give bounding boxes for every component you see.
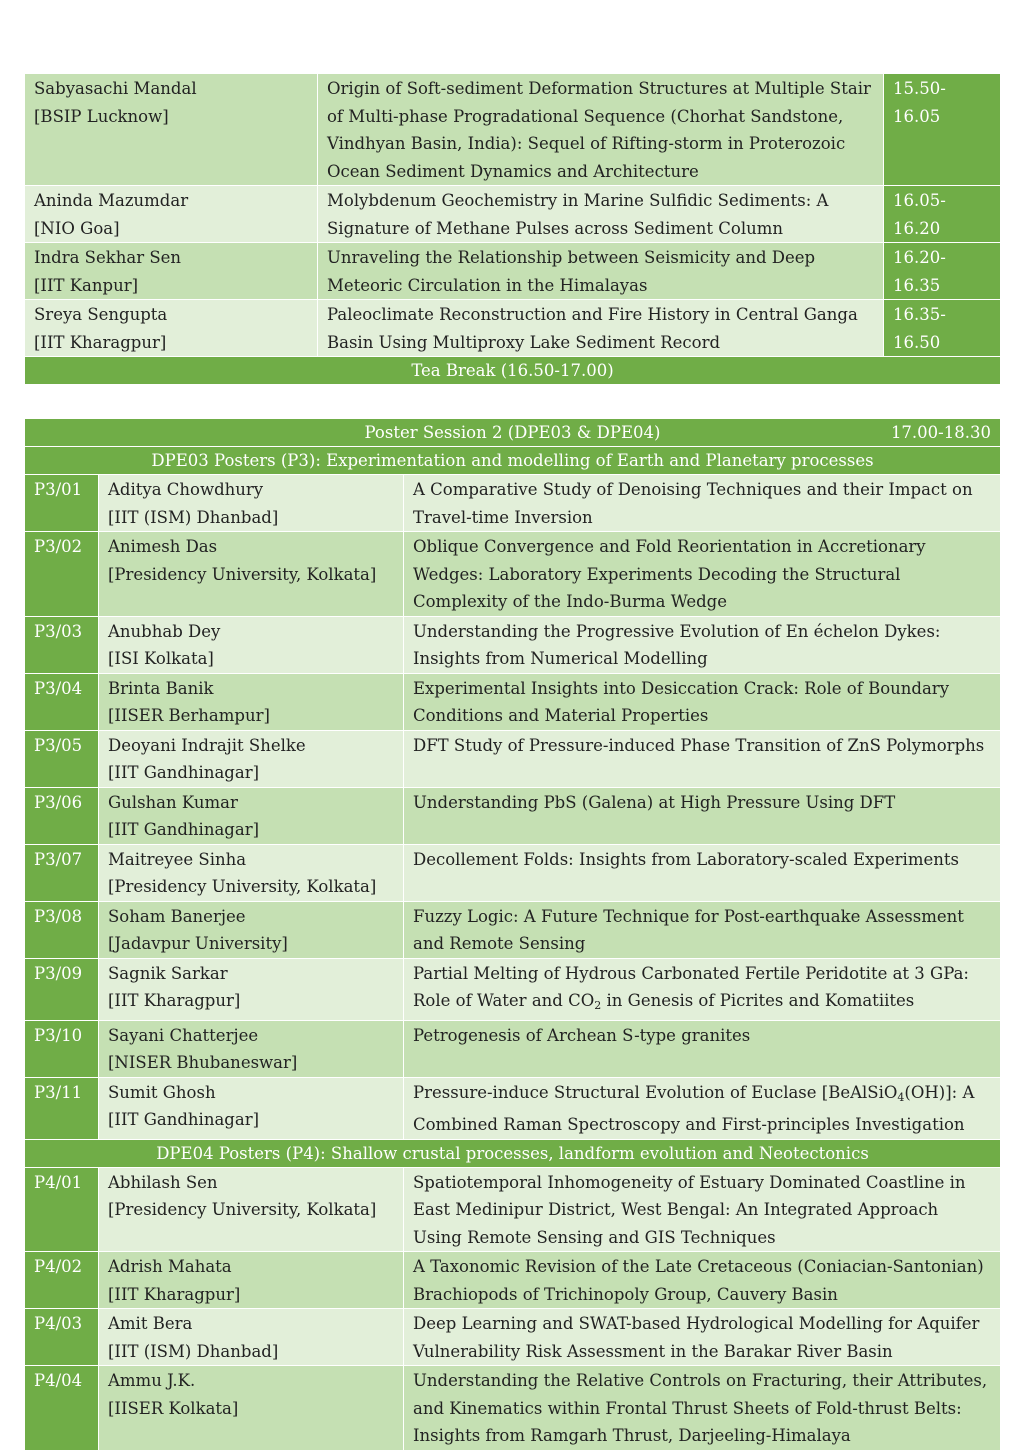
presenter-affiliation: [Presidency University, Kolkata] [108, 1200, 377, 1219]
poster-title-text: Petrogenesis of Archean S-type granites [413, 1025, 751, 1045]
tea-break: Tea Break (16.50-17.00) [25, 357, 1001, 385]
presenter-cell [99, 787, 404, 844]
poster-id: P4/01 [25, 1167, 99, 1252]
poster-id: P3/03 [25, 616, 99, 673]
presenter-affiliation: [IIT (ISM) Dhanbad] [108, 507, 279, 527]
presenter-name: Soham Banerjee [108, 906, 246, 926]
talk-title: Molybdenum Geochemistry in Marine Sulfidic Sediments: A Signature of Methane Pulses across Sediment Column [318, 186, 884, 243]
presenter-cell [99, 532, 404, 617]
poster-row [25, 1309, 1001, 1366]
presenter-cell [99, 475, 404, 532]
poster-title [404, 844, 1001, 901]
presenter-affiliation: [ISI Kolkata] [108, 649, 214, 668]
poster-session-table [24, 418, 1001, 1451]
presenter-affiliation: [IIT Gandhinagar] [108, 763, 260, 782]
talk-row [25, 243, 1001, 300]
poster-title-part: in Genesis of Picrites and Komatiites [601, 991, 915, 1010]
poster-title [404, 958, 1001, 1020]
presenter-affiliation: [IIT Kharagpur] [108, 991, 241, 1010]
presenter-cell [99, 730, 404, 787]
poster-title-text: Decollement Folds: Insights from Laboratory-scaled Experiments [413, 849, 959, 869]
poster-title [404, 730, 1001, 787]
poster-row [25, 1366, 1001, 1451]
poster-title [404, 1167, 1001, 1252]
presenter-name: Sayani Chatterjee [108, 1025, 259, 1045]
poster-row [25, 1077, 1001, 1139]
poster-title [404, 901, 1001, 958]
presenter-cell [99, 673, 404, 730]
poster-title [404, 1020, 1001, 1077]
speaker-cell [25, 243, 318, 300]
speaker-name: Aninda Mazumdar [34, 191, 189, 210]
presenter-name: Deoyani Indrajit Shelke [108, 735, 306, 755]
poster-title-text: Understanding the Progressive Evolution of En échelon Dykes: Insights from Numerical Modelling [413, 621, 941, 668]
session-title: Poster Session 2 (DPE03 & DPE04) [364, 423, 661, 442]
presenter-affiliation: [IISER Kolkata] [108, 1398, 239, 1418]
poster-row [25, 1167, 1001, 1252]
presenter-name: Anubhab Dey [108, 621, 221, 641]
poster-id: P3/10 [25, 1020, 99, 1077]
poster-title-text: Deep Learning and SWAT-based Hydrological Modelling for Aquifer Vulnerability Risk Assessment in the Barakar River Basin [413, 1314, 980, 1361]
poster-row [25, 532, 1001, 617]
presenter-cell [99, 1252, 404, 1309]
presenter-cell [99, 1167, 404, 1252]
poster-row [25, 673, 1001, 730]
session-header-row [25, 419, 1001, 447]
presenter-affiliation: [IIT Gandhinagar] [108, 820, 260, 839]
poster-title [404, 1309, 1001, 1366]
poster-id: P3/08 [25, 901, 99, 958]
presenter-cell [99, 844, 404, 901]
poster-title-text: Understanding the Relative Controls on Fracturing, their Attributes, and Kinematics within Frontal Thrust Sheets of Fold-thrust Belts: Insights from Ramgarh Thrust, Darjeeling-Himalaya [413, 1371, 988, 1445]
speaker-name: Indra Sekhar Sen [34, 248, 182, 267]
speaker-name: Sabyasachi Mandal [34, 79, 197, 98]
poster-id: P3/11 [25, 1077, 99, 1139]
poster-title [404, 673, 1001, 730]
poster-title-text: DFT Study of Pressure-induced Phase Transition of ZnS Polymorphs [413, 735, 985, 755]
poster-id: P4/02 [25, 1252, 99, 1309]
presenter-cell [99, 1366, 404, 1451]
presenter-affiliation: [NISER Bhubaneswar] [108, 1053, 298, 1072]
group-header-row [25, 1139, 1001, 1167]
talk-time: 16.35-16.50 [884, 300, 1001, 357]
poster-title [404, 1077, 1001, 1139]
poster-title-subscript: 2 [594, 999, 602, 1012]
presenter-cell [99, 616, 404, 673]
poster-title [404, 787, 1001, 844]
talk-row [25, 186, 1001, 243]
poster-id: P3/02 [25, 532, 99, 617]
dpe03-header: DPE03 Posters (P3): Experimentation and modelling of Earth and Planetary processes [25, 447, 1001, 475]
speaker-affiliation: [BSIP Lucknow] [34, 106, 169, 126]
presenter-affiliation: [Presidency University, Kolkata] [108, 564, 377, 584]
presenter-name: Maitreyee Sinha [108, 849, 247, 869]
presenter-name: Sagnik Sarkar [108, 963, 228, 983]
speaker-cell [25, 186, 318, 243]
presenter-name: Gulshan Kumar [108, 792, 238, 812]
talk-title: Paleoclimate Reconstruction and Fire History in Central Ganga Basin Using Multiproxy Lake Sediment Record [318, 300, 884, 357]
tea-break-row [25, 357, 1001, 385]
presenter-cell [99, 901, 404, 958]
poster-title-subscript: 4 [897, 1090, 905, 1104]
talk-time: 15.50-16.05 [884, 74, 1001, 186]
presenter-name: Abhilash Sen [108, 1172, 218, 1192]
poster-row [25, 787, 1001, 844]
poster-title-part: Pressure-induce Structural Evolution of Euclase [BeAlSiO [413, 1082, 898, 1102]
poster-id: P3/06 [25, 787, 99, 844]
presenter-affiliation: [IIT Kharagpur] [108, 1284, 241, 1304]
poster-title [404, 1366, 1001, 1451]
poster-row [25, 844, 1001, 901]
poster-id: P3/09 [25, 958, 99, 1020]
poster-title-text: Spatiotemporal Inhomogeneity of Estuary Dominated Coastline in East Medinipur District, West Bengal: An Integrated Approach Using Remote Sensing and GIS Techniques [413, 1172, 966, 1247]
poster-row [25, 901, 1001, 958]
poster-title-part: Partial Melting of Hydrous Carbonated Fertile Peridotite at 3 GPa: Role of Water and CO [413, 963, 969, 1010]
talk-title: Unraveling the Relationship between Seismicity and Deep Meteoric Circulation in the Himalayas [318, 243, 884, 300]
presenter-cell [99, 1020, 404, 1077]
talk-time: 16.05-16.20 [884, 186, 1001, 243]
poster-id: P4/03 [25, 1309, 99, 1366]
presenter-cell [99, 1077, 404, 1139]
presenter-name: Ammu J.K. [108, 1371, 196, 1390]
presenter-affiliation: [Presidency University, Kolkata] [108, 877, 377, 896]
presenter-name: Aditya Chowdhury [108, 480, 264, 499]
poster-title-text: Experimental Insights into Desiccation Crack: Role of Boundary Conditions and Material Properties [413, 678, 950, 725]
group-header-row [25, 447, 1001, 475]
talk-row [25, 300, 1001, 357]
poster-title-text: A Comparative Study of Denoising Techniques and their Impact on Travel-time Inversion [413, 480, 973, 527]
poster-title-text: Understanding PbS (Galena) at High Pressure Using DFT [413, 792, 896, 812]
presenter-affiliation: [Jadavpur University] [108, 934, 288, 953]
poster-id: P4/04 [25, 1366, 99, 1451]
presenter-name: Sumit Ghosh [108, 1082, 216, 1102]
presenter-cell [99, 958, 404, 1020]
talk-time: 16.20-16.35 [884, 243, 1001, 300]
poster-row [25, 730, 1001, 787]
poster-title-text: Oblique Convergence and Fold Reorientation in Accretionary Wedges: Laboratory Experiments Decoding the Structural Complexity of the Indo-Burma Wedge [413, 537, 926, 611]
poster-row [25, 616, 1001, 673]
speaker-affiliation: [NIO Goa] [34, 218, 120, 238]
speaker-affiliation: [IIT Kanpur] [34, 275, 139, 295]
speaker-cell [25, 74, 318, 186]
speaker-name: Sreya Sengupta [34, 305, 168, 324]
speaker-cell [25, 300, 318, 357]
poster-title [404, 532, 1001, 617]
poster-title [404, 616, 1001, 673]
poster-title [404, 475, 1001, 532]
poster-id: P3/01 [25, 475, 99, 532]
poster-row [25, 958, 1001, 1020]
poster-row [25, 1020, 1001, 1077]
presenter-cell [99, 1309, 404, 1366]
talk-title: Origin of Soft-sediment Deformation Structures at Multiple Stair of Multi-phase Progradational Sequence (Chorhat Sandstone, Vindhyan Basin, India): Sequel of Rifting-storm in Proterozoic Ocean Sediment Dynamics and Architecture [318, 74, 884, 186]
poster-row [25, 475, 1001, 532]
dpe04-header: DPE04 Posters (P4): Shallow crustal processes, landform evolution and Neotectonics [25, 1139, 1001, 1167]
poster-title-text: Fuzzy Logic: A Future Technique for Post-earthquake Assessment and Remote Sensing [413, 906, 964, 953]
presenter-affiliation: [IISER Berhampur] [108, 706, 270, 725]
poster-id: P3/04 [25, 673, 99, 730]
presenter-name: Amit Bera [108, 1314, 193, 1333]
speaker-affiliation: [IIT Kharagpur] [34, 332, 167, 352]
talk-schedule-table [24, 73, 1001, 385]
poster-title-text: A Taxonomic Revision of the Late Cretaceous (Coniacian-Santonian) Brachiopods of Trichinopoly Group, Cauvery Basin [413, 1257, 984, 1304]
presenter-name: Animesh Das [108, 537, 218, 556]
poster-title [404, 1252, 1001, 1309]
poster-row [25, 1252, 1001, 1309]
poster-title-part: (OH)]: A Combined Raman Spectroscopy and First-principles Investigation [413, 1082, 975, 1134]
talk-row [25, 74, 1001, 186]
presenter-affiliation: [IIT (ISM) Dhanbad] [108, 1341, 279, 1361]
poster-id: P3/07 [25, 844, 99, 901]
presenter-affiliation: [IIT Gandhinagar] [108, 1110, 260, 1129]
presenter-name: Adrish Mahata [108, 1257, 232, 1276]
poster-id: P3/05 [25, 730, 99, 787]
presenter-name: Brinta Banik [108, 678, 214, 698]
session-time: 17.00-18.30 [890, 423, 991, 442]
